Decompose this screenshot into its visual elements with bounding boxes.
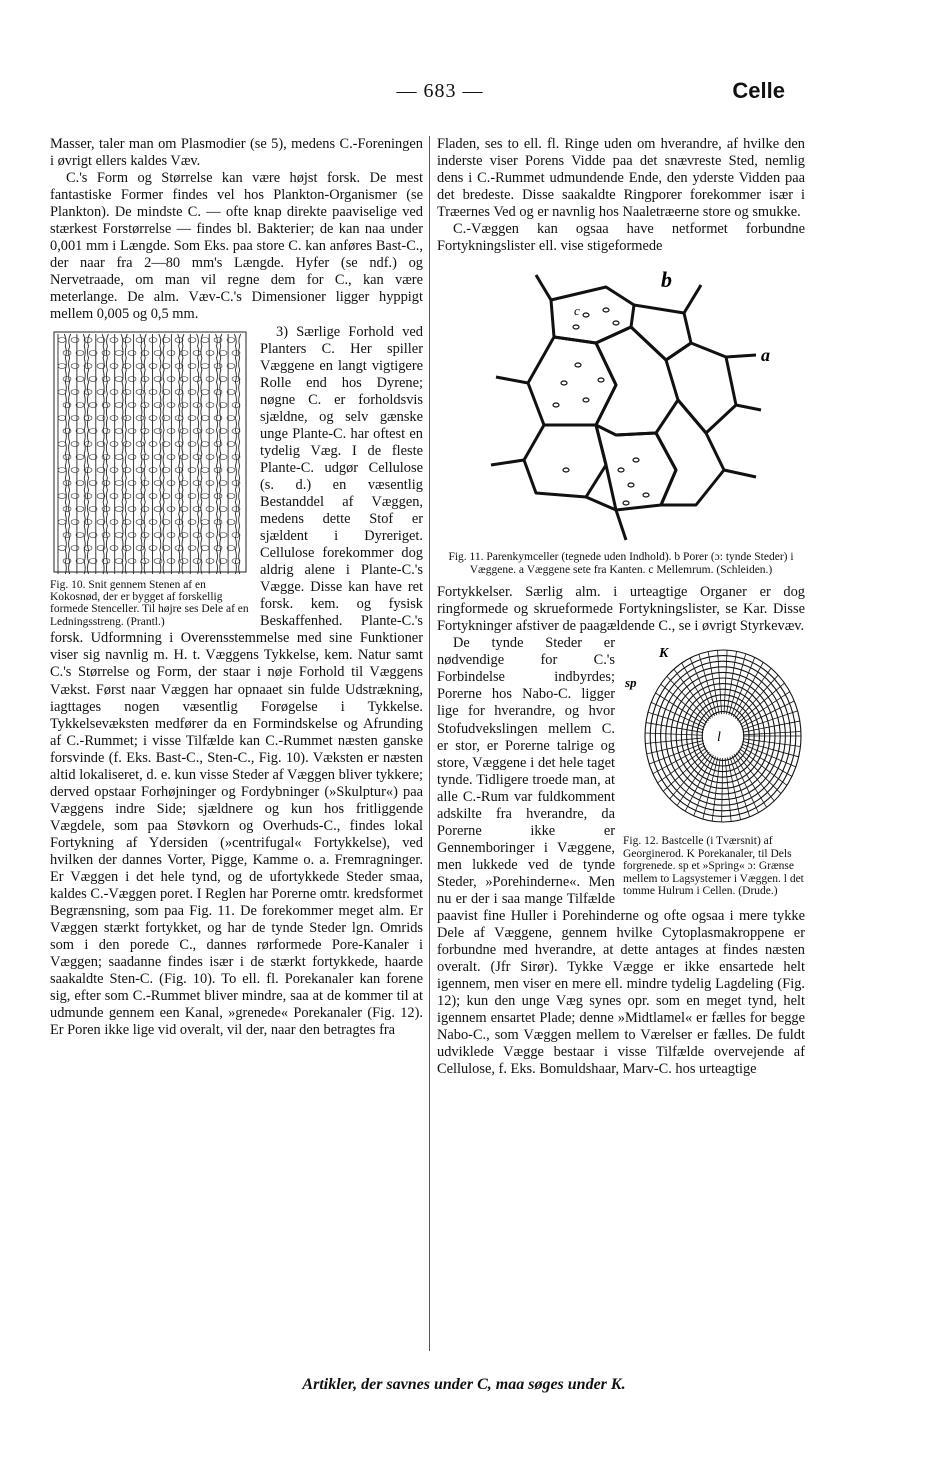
figure-10	[50, 330, 252, 629]
right-paragraph-3: Fortykkelser. Særlig alm. i urteagtige Organer er dog ringformede og skrueformede Fortykningslister, se Kar. Disse Fortykninger afstiver de paagældende C., se i øvrigt Styrkevæv.	[437, 584, 805, 635]
figure-11-label-a: a	[761, 345, 770, 366]
running-headword: Celle	[732, 78, 785, 103]
left-paragraph-2: C.'s Form og Størrelse kan være højst forsk. De mest fantastiske Former findes vel hos Plankton-Organismer (se Plankton). De mindste C. — ofte knap direkte paaviselige ved stærkest Forstørrelse — findes bl. Bakterier; de kan naa under 0,001 mm i Længde. Som Eks. paa store C. kan anføres Bast-C., der naar fra 2—80 mm's Længde. Hyfer (se ndf.) og Nervetraade, om man vil regne dem for C., kan være meterlange. De alm. Væv-C.'s Dimensioner ligger hyppigt mellem 0,005 og 0,5 mm.	[50, 170, 423, 323]
left-column	[50, 136, 423, 1039]
figure-12-label-sp: sp	[625, 675, 637, 691]
right-paragraph-2: C.-Væggen kan ogsaa have netformet forbundne Fortykningslister ell. vise stigeformede	[437, 221, 805, 255]
right-paragraph-4: De tynde Steder er nødvendige for C.'s Forbindelse indbyrdes; Porerne hos Nabo-C. ligger lige for hverandre, og hvor Stofudvekslingen mellem C. er stor, er Porerne talrige og store, Væggene i det hele taget tynde. Tidligere troede man, at alle C.-Rum var fuldkomment adskilte fra hverandre, da Porerne ikke er Gennemboringer i Væggene, men lukkede ved de tynde Steder, »Porehinderne«. Men nu er der i saa mange Tilfælde paavist fine Huller i Porehinderne og ofte ogsaa i mere tykke Dele af Væggene, gennem hvilke Cytoplasmakroppene er forbundne med hverandre, at dette antages at findes næsten overalt. (Jfr Sirør). Tykke Vægge er ikke ensartede helt igennem, men viser en mere ell. mindre tydelig Lagdeling (Fig. 12); kun den unge Væg synes opr. som en meget tynd, helt igennem ensartet Plade; denne »Midtlamel« er fælles for begge Nabo-C., som Væggen mellem to Værelser er fælles. De fuldt udviklede Vægge bestaar i visse Tilfælde overvejende af Cellulose, f. Eks. Bomuldshaar, Marv-C. hos urteagtige	[437, 635, 805, 1078]
stone-cells-illustration	[50, 330, 250, 575]
right-paragraph-1: Fladen, ses to ell. fl. Ringe uden om hverandre, af hvilke den inderste viser Porens Vidde paa det snævreste Sted, nemlig dens i C.-Rummet udmundende Ende, den yderste Vidden paa det bredeste. Disse saakaldte Ringporer forekommer især i Træernes Ved og er navnlig hos Naaletræerne store og smukke.	[437, 136, 805, 221]
figure-11-caption: Fig. 11. Parenkymceller (tegnede uden Indhold). b Porer (ɔ: tynde Steder) i Væggene. a Væggene sete fra Kanten. c Mellemrum. (Schleiden.)	[448, 551, 794, 576]
figure-12-label-l: l	[717, 730, 721, 746]
right-column	[437, 136, 805, 1079]
figure-12	[623, 641, 805, 897]
figure-11	[437, 265, 805, 576]
figure-11-label-b: b	[661, 267, 672, 293]
left-paragraph-1: Masser, taler man om Plasmodier (se 5), medens C.-Foreningen i øvrigt ellers kaldes Væv.	[50, 136, 423, 170]
parenchyma-cells-illustration	[456, 265, 786, 545]
page-number: — 683 —	[396, 80, 484, 102]
figure-11-label-c: c	[574, 303, 580, 319]
left-paragraph-3: 3) Særlige Forhold ved Planters C. Her spiller Væggene en langt vigtigere Rolle end hos Dyrene; nøgne C. er forholdsvis sjældne, og selv gænske unge Plante-C. har oftest en tydelig Væg. I de fleste Plante-C. udgør Cellulose (s. d.) en væsentlig Bestanddel af Væggen, medens dette Stof er sjældent i Dyreriget. Cellulose forekommer dog aldrig alene i Plante-C.'s Vægge. Disse kan have ret forsk. kem. og fysisk Beskaffenhed. Plante-C.'s forsk. Udformning i Overensstemmelse med sine Funktioner viser sig navnlig m. H. t. Væggens Tykkelse, kem. Natur samt C.'s Størrelse og Form, der staar i nøje Forhold til Væggens Vækst. Først naar Væggen har opnaaet sin fulde Udstrækning, iagttages nogen væsentlig Forøgelse i Tykkelse. Tykkelsevæksten medfører da en Formindskelse og Afrunding af C.-Rummet; i visse Tilfælde kan C.-Rummet næsten ganske forsvinde (f. Eks. Bast-C., Sten-C., Fig. 10). Væksten er næsten altid lokaliseret, d. e. kun visse Steder af Væggen bliver tykkere; derved opstaar Forhøjninger og Fordybninger (»Skulptur«) paa Væggens indre Side; sjældnere og kun hos fritliggende Vægdele, som paa Støvkorn og Overhuds-C., findes lokal Fortykning af Ydersiden (»centrifugal« Fortykkelse), ved hvilken der dannes Vorter, Pigge, Kamme o. a. Fremragninger. Er Væggen i det hele tynd, og de ufortykkede Steder smaa, kaldes C.-Væggen poret. I Reglen har Porerne omtr. kredsformet Begrænsning, som paa Fig. 11. De forekommer meget alm. Er Væggen stærkt fortykket, og har de tynde Steder lgn. Omrids som i den porede C., dannes rørformede Pore-Kanaler i Væggen; saadanne findes især i de stærkt fortykkede, haarde saakaldte Sten-C. (Fig. 10). To ell. fl. Porekanaler kan forene sig, efter som C.-Rummet bliver mindre, saa at de kommer til at udmunde gennem een Kanal, »grenede« Porekanaler (Fig. 12). Er Poren ikke lige vid overalt, vil der, naar den betragtes fra	[50, 323, 423, 1039]
figure-10-caption: Fig. 10. Snit gennem Stenen af en Kokosnød, der er bygget af forskellig formede Stenceller. Til højre ses Dele af en Ledningsstreng. (Prantl.)	[50, 578, 249, 628]
footer-note: Artikler, der savnes under C, maa søges under K.	[302, 1376, 626, 1393]
bast-cell-illustration	[623, 641, 803, 831]
column-divider	[429, 136, 430, 1351]
figure-12-caption: Fig. 12. Bastcelle (i Tværsnit) af Georginerod. K Porekanaler, til Dels forgrenede. sp et »Spring« ɔ: Grænse mellem to Lagsystemer i Væggen. l det tomme Hulrum i Cellen. (Drude.)	[623, 835, 804, 897]
figure-12-label-k: K	[659, 646, 669, 662]
